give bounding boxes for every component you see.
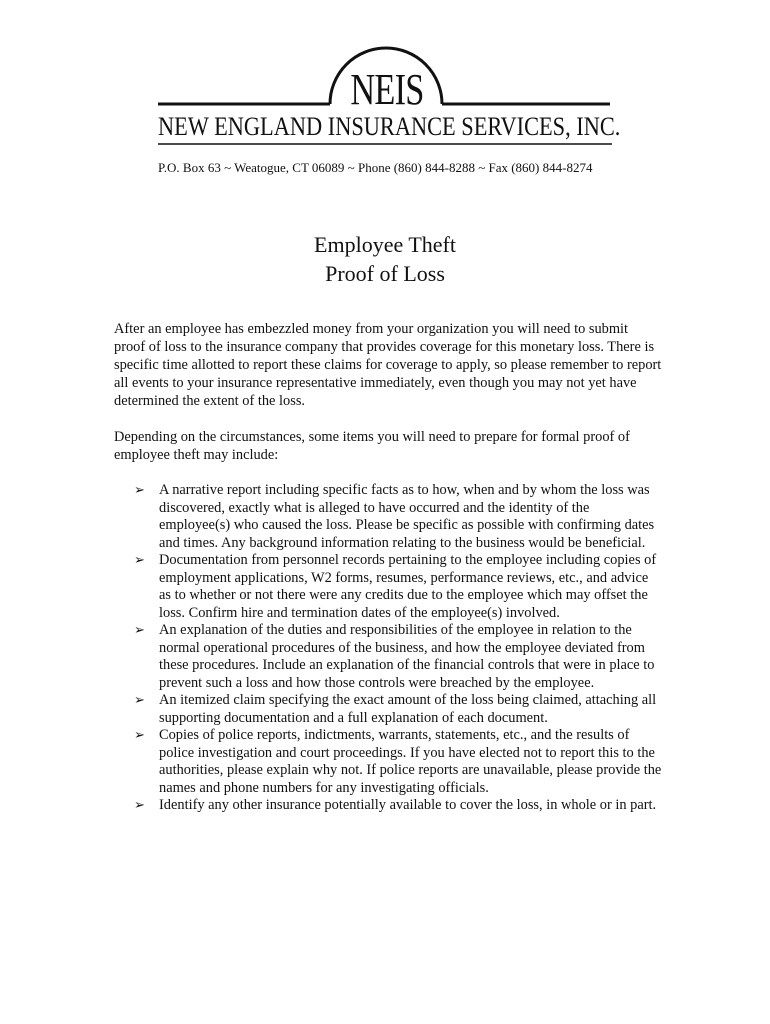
logo-wordmark: NEIS (350, 65, 424, 114)
proof-items-list (134, 482, 662, 815)
intro-text (114, 320, 662, 482)
list-item: ➢ A narrative report including specific facts as to how, when and by whom the loss was discovered, exactly what is alleged to have occurred and the identity of the employee(s) who caused the loss. Please be specific as possible with confirming dates and times. Any background information relating to the business would be beneficial. (134, 482, 655, 551)
contact-line: P.O. Box 63 ~ Weatogue, CT 06089 ~ Phone (860) 844-8288 ~ Fax (860) 844-8274 (158, 160, 593, 175)
arrow-bullet-icon: ➢ (134, 553, 145, 568)
list-item: ➢ Identify any other insurance potentially available to cover the loss, in whole or in part. (134, 797, 657, 813)
arrow-bullet-icon: ➢ (134, 623, 145, 638)
items-lead-paragraph: Depending on the circumstances, some items you will need to prepare for formal proof of employee theft may include: (114, 429, 630, 463)
list-item: ➢ Copies of police reports, indictments, warrants, statements, etc., and the results of police investigation and court proceedings. If you have elected not to report this to the authorities, please explain why not. If police reports are unavailable, please provide the names and phone numbers for any investigating officials. (134, 727, 662, 796)
arrow-bullet-icon: ➢ (134, 798, 145, 813)
list-item: ➢ An itemized claim specifying the exact amount of the loss being claimed, attaching all supporting documentation and a full explanation of each document. (134, 692, 657, 726)
document-title (0, 230, 770, 288)
list-item: ➢ An explanation of the duties and responsibilities of the employee in relation to the normal operational procedures of the business, and how the employee deviated from these procedures. Include an explanation of the financial controls that were in place to prevent such a loss and how those controls were breached by the employee. (134, 622, 655, 691)
list-item: ➢ Documentation from personnel records pertaining to the employee including copies of employment applications, W2 forms, resumes, performance reviews, etc., and advice as to whether or not there were any credits due to the employee which may offset the loss. Confirm hire and termination dates of the employee(s) involved. (134, 552, 657, 621)
arrow-bullet-icon: ➢ (134, 728, 145, 743)
company-name: NEW ENGLAND INSURANCE SERVICES, INC. (158, 112, 621, 141)
letterhead (0, 0, 770, 200)
intro-paragraph: After an employee has embezzled money from your organization you will need to submit proof of loss to the insurance company that provides coverage for this monetary loss. There is specific time allotted to report these claims for coverage to apply, so please remember to report all events to your insurance representative immediately, even though you may not yet have determined the extent of the loss. (114, 321, 662, 409)
arrow-bullet-icon: ➢ (134, 693, 145, 708)
arrow-bullet-icon: ➢ (134, 483, 145, 498)
title-line-2: Proof of Loss (325, 261, 445, 286)
title-line-1: Employee Theft (314, 232, 456, 257)
